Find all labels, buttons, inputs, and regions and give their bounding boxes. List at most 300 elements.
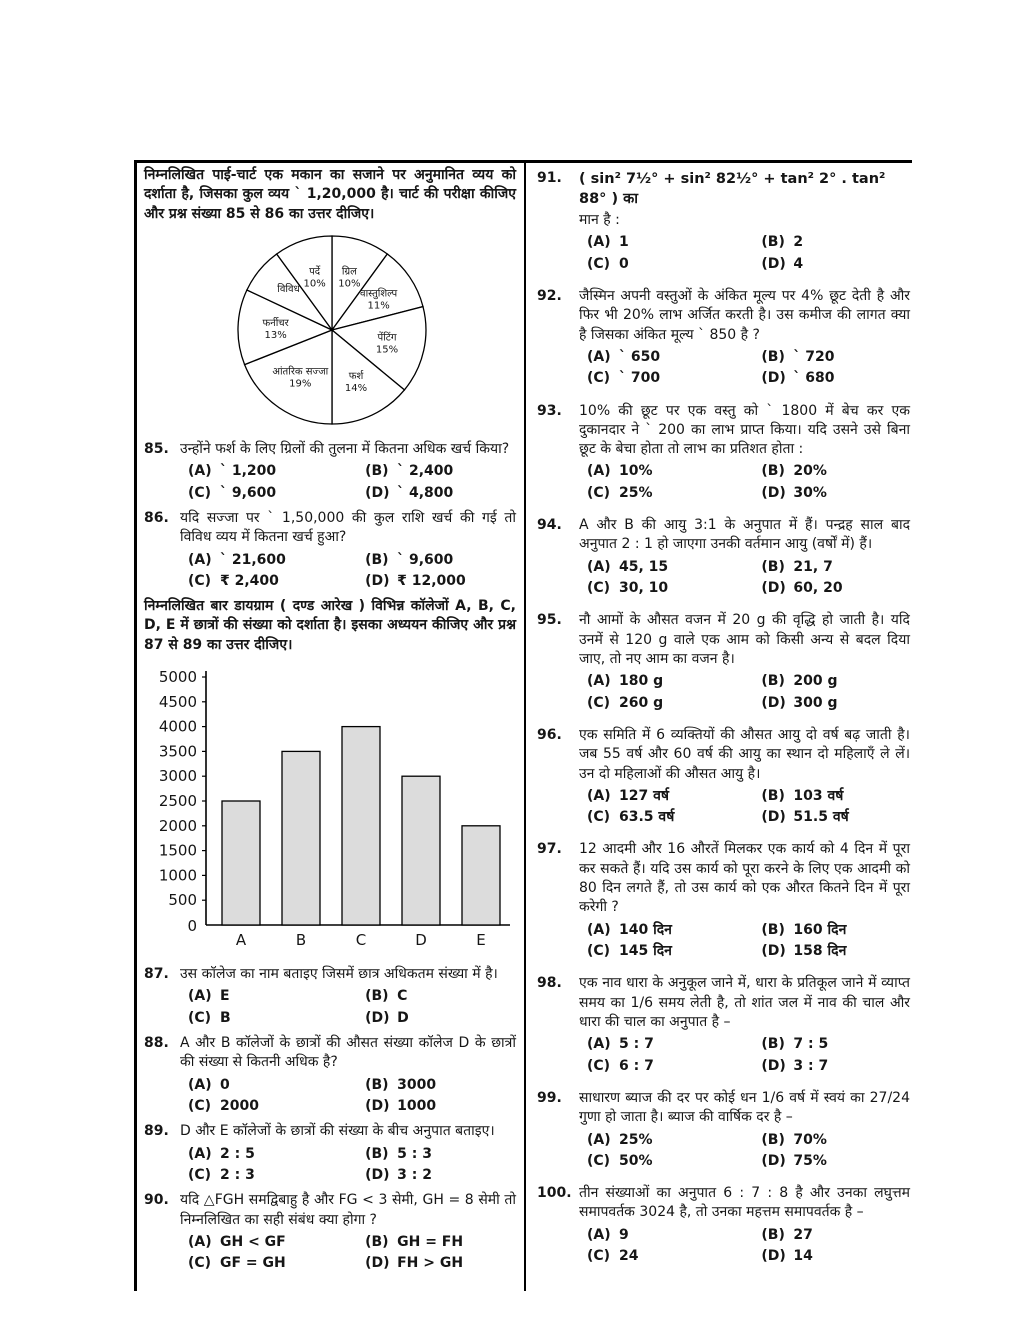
y-axis-tick-label: 4000 xyxy=(158,717,197,736)
option-letter: (B) xyxy=(365,1076,389,1093)
pie-slice-label: पेंटिंग xyxy=(377,332,397,344)
option-value: ` 700 xyxy=(619,370,661,387)
pie-slice-label: आंतरिक सज्जा xyxy=(272,366,329,378)
option-value: 6 : 7 xyxy=(619,1057,654,1074)
option-value: 2 : 5 xyxy=(220,1145,255,1162)
option xyxy=(587,921,761,940)
option-value: GF = GH xyxy=(220,1255,286,1272)
option xyxy=(587,462,761,481)
option xyxy=(188,1076,365,1095)
option-value: ₹ 12,000 xyxy=(397,572,466,589)
question xyxy=(537,611,910,713)
option-letter: (A) xyxy=(587,348,611,365)
option-letter: (A) xyxy=(188,551,212,568)
option-letter: (C) xyxy=(587,370,611,387)
y-axis-tick-label: 5000 xyxy=(158,668,197,687)
option-letter: (C) xyxy=(587,1057,611,1074)
option-value: 20% xyxy=(793,463,827,480)
question-number: 98. xyxy=(537,975,562,992)
option xyxy=(188,462,365,481)
option-value: 63.5 वर्ष xyxy=(619,809,675,826)
pie-slice-label: फर्श xyxy=(348,370,364,382)
option-letter: (D) xyxy=(761,580,786,596)
option xyxy=(761,233,910,252)
x-axis-category-label: E xyxy=(476,931,486,950)
options xyxy=(579,462,910,503)
option-letter: (D) xyxy=(761,1057,786,1074)
option-letter: (A) xyxy=(587,463,611,480)
option-value: 158 दिन xyxy=(793,943,847,959)
option-letter: (C) xyxy=(587,943,611,959)
option-value: 30% xyxy=(793,484,827,501)
question-number: 99. xyxy=(537,1089,562,1106)
question xyxy=(537,1184,910,1266)
option-letter: (A) xyxy=(587,1131,611,1148)
option-letter: (B) xyxy=(365,551,389,568)
option-value: GH = FH xyxy=(397,1233,464,1250)
bar-E xyxy=(462,826,500,925)
y-axis-origin-label: 0 xyxy=(187,917,197,936)
option xyxy=(587,808,761,827)
option-value: 200 g xyxy=(793,673,838,690)
y-axis-tick-label: 1000 xyxy=(158,866,197,885)
question xyxy=(144,509,516,591)
option-value: ` 9,600 xyxy=(220,484,277,501)
question-text: यदि सज्जा पर ` 1,50,000 की कुल राशि खर्च की गई तो विविध व्यय में कितना खर्च हुआ? xyxy=(180,509,516,546)
option-value: 51.5 वर्ष xyxy=(793,809,849,826)
option-value: ` 4,800 xyxy=(397,484,454,501)
option-letter: (B) xyxy=(761,234,785,251)
option xyxy=(761,1152,910,1171)
left-column xyxy=(134,163,526,1291)
option xyxy=(365,551,516,570)
pie-slice-percent: 13% xyxy=(264,330,287,342)
y-axis-tick-label: 3500 xyxy=(158,742,197,761)
option xyxy=(761,1131,910,1150)
option-letter: (D) xyxy=(761,694,786,711)
option-value: D xyxy=(397,1009,409,1026)
option-value: FH > GH xyxy=(397,1255,464,1272)
option-letter: (A) xyxy=(188,463,212,480)
option-value: ` 720 xyxy=(793,348,835,365)
option-value: 27 xyxy=(793,1226,813,1243)
bar-A xyxy=(222,801,260,925)
option-value: ` 21,600 xyxy=(220,551,286,568)
option xyxy=(761,369,910,388)
x-axis-category-label: D xyxy=(415,931,427,950)
option-letter: (C) xyxy=(188,484,212,501)
option-value: 0 xyxy=(220,1076,230,1093)
option xyxy=(587,1035,761,1054)
option-value: 2000 xyxy=(220,1097,259,1114)
question xyxy=(144,1034,516,1116)
question xyxy=(144,1122,516,1185)
option-value: 10% xyxy=(619,463,653,480)
options xyxy=(579,1131,910,1172)
question-number: 85. xyxy=(144,440,169,457)
option xyxy=(761,1035,910,1054)
option-value: 50% xyxy=(619,1152,653,1169)
option-letter: (A) xyxy=(188,1145,212,1162)
option xyxy=(587,1247,761,1266)
question xyxy=(537,974,910,1076)
option-letter: (B) xyxy=(761,463,785,480)
option-value: 180 g xyxy=(619,673,664,690)
option-value: 2 xyxy=(793,234,804,251)
option xyxy=(587,1226,761,1245)
option xyxy=(587,694,761,713)
option-letter: (D) xyxy=(761,943,786,959)
options xyxy=(180,1145,516,1186)
option-value: 70% xyxy=(793,1131,827,1148)
option-letter: (D) xyxy=(761,370,786,387)
option xyxy=(587,579,761,598)
question xyxy=(144,1191,516,1273)
option-letter: (B) xyxy=(761,1131,785,1148)
question-number: 93. xyxy=(537,402,562,419)
question-text: जैस्मिन अपनी वस्तुओं के अंकित मूल्य पर 4% छूट देती है और फिर भी 20% लाभ अर्जित करती है। उस कमीज की लागत क्या है जिसका अंकित मूल्य ` 850 है ? xyxy=(579,287,910,343)
option-letter: (A) xyxy=(587,234,611,251)
option xyxy=(365,1076,516,1095)
option-value: 3000 xyxy=(397,1076,437,1093)
option-value: 25% xyxy=(619,1131,653,1148)
question-text: 10% की छूट पर एक वस्तु को ` 1800 में बेच कर एक दुकानदार ने ` 200 का लाभ प्राप्त किया। यदि उसने उसे बिना छूट के बेचा होता तो लाभ का प्रतिशत होता : xyxy=(579,402,910,458)
option-letter: (D) xyxy=(761,1152,786,1169)
pie-slice-percent: 19% xyxy=(289,378,312,390)
pie-slice-label: ग्रिल xyxy=(341,266,357,278)
option-value: 25% xyxy=(619,484,653,501)
option xyxy=(587,672,761,691)
page-content xyxy=(134,160,912,1291)
options xyxy=(579,672,910,713)
pie-slice-percent: 10% xyxy=(303,278,326,290)
question-number: 95. xyxy=(537,612,562,629)
option xyxy=(188,1009,365,1028)
option xyxy=(188,484,365,503)
question xyxy=(537,287,910,389)
option-letter: (C) xyxy=(587,809,611,826)
option-letter: (D) xyxy=(365,1097,390,1114)
options xyxy=(180,1233,516,1274)
options xyxy=(180,551,516,592)
option-letter: (D) xyxy=(761,1248,786,1265)
bar-chart-instructions: निम्नलिखित बार डायग्राम ( दण्ड आरेख ) विभिन्न कॉलेजों A, B, C, D, E में छात्रों की संख्या को दर्शाता है। इसका अध्ययन कीजिए और प्रश्न 87 से 89 का उत्तर दीजिए। xyxy=(144,598,516,653)
option xyxy=(587,1057,761,1076)
option xyxy=(761,462,910,481)
question-number: 91. xyxy=(537,170,562,186)
option xyxy=(761,921,910,940)
question-number: 96. xyxy=(537,726,562,743)
option xyxy=(587,787,761,806)
option xyxy=(587,484,761,503)
y-axis-tick-label: 1500 xyxy=(158,841,197,860)
option xyxy=(365,1145,516,1164)
option-letter: (B) xyxy=(761,558,785,575)
option-letter: (C) xyxy=(188,1255,212,1272)
option-letter: (A) xyxy=(587,673,611,690)
question xyxy=(537,169,910,274)
option xyxy=(365,1254,516,1273)
question-formula: ( sin² 7½° + sin² 82½° + tan² 2° . tan² 88° ) का xyxy=(579,171,886,207)
option-letter: (A) xyxy=(587,921,611,938)
question-text: साधारण ब्याज की दर पर कोई धन 1/6 वर्ष में स्वयं का 27/24 गुणा हो जाता है। ब्याज की वार्षिक दर है – xyxy=(579,1089,910,1126)
pie-slice-label: पर्दे xyxy=(309,266,321,278)
option-letter: (D) xyxy=(761,484,786,501)
options xyxy=(579,921,910,962)
question-text: एक नाव धारा के अनुकूल जाने में, धारा के प्रतिकूल जाने में व्याप्त समय का 1/6 समय लेती है, तो शांत जल में नाव की चाल और धारा की चाल का अनुपात है – xyxy=(579,975,910,1030)
option xyxy=(761,808,910,827)
x-axis-category-label: A xyxy=(235,931,247,950)
option xyxy=(587,1131,761,1150)
option-value: 9 xyxy=(619,1226,629,1243)
option-value: ` 680 xyxy=(793,370,835,387)
option-letter: (C) xyxy=(188,1166,212,1183)
option xyxy=(587,348,761,367)
option xyxy=(365,1233,516,1252)
options xyxy=(180,987,516,1028)
bar-chart-area xyxy=(144,663,516,959)
option-letter: (D) xyxy=(761,809,786,826)
option-value: 1000 xyxy=(397,1097,437,1114)
option-value: 7 : 5 xyxy=(793,1036,829,1053)
y-axis-tick-label: 500 xyxy=(168,891,197,910)
question-text: नौ आमों के औसत वजन में 20 g की वृद्धि हो जाती है। यदि उनमें से 120 g वाले एक आम को किसी अन्य से बदल दिया जाए, तो नए आम का वजन है। xyxy=(579,612,910,667)
option-value: 21, 7 xyxy=(793,558,833,575)
option-value: ` 9,600 xyxy=(397,551,454,568)
option xyxy=(365,462,516,481)
option-value: 4 xyxy=(793,255,804,272)
options xyxy=(579,233,910,274)
option-letter: (A) xyxy=(587,1036,611,1053)
question-text: A और B कॉलेजों के छात्रों की औसत संख्या कॉलेज D के छात्रों की संख्या से कितनी अधिक है? xyxy=(180,1035,516,1071)
question-text: यदि △FGH समद्विबाहु है और FG < 3 सेमी, GH = 8 सेमी तो निम्नलिखित का सही संबंध क्या होगा ? xyxy=(180,1192,516,1228)
option-letter: (C) xyxy=(587,484,611,501)
question-text: एक समिति में 6 व्यक्तियों की औसत आयु दो वर्ष बढ़ जाती है। जब 55 वर्ष और 60 वर्ष की आयु का स्थान दो महिलाएँ ले लें। उन दो महिलाओं की औसत आयु है। xyxy=(579,726,910,782)
option-value: C xyxy=(397,988,408,1005)
option-value: 14 xyxy=(793,1248,813,1265)
option-letter: (D) xyxy=(365,1009,390,1026)
option-letter: (D) xyxy=(365,572,390,589)
option-letter: (B) xyxy=(365,1145,389,1162)
option-letter: (C) xyxy=(188,572,212,589)
option-letter: (D) xyxy=(365,484,390,501)
option xyxy=(365,1166,516,1185)
bar-B xyxy=(282,751,320,925)
question-number: 100. xyxy=(537,1185,572,1202)
question-text: A और B की आयु 3:1 के अनुपात में हैं। पन्द्रह साल बाद अनुपात 2 : 1 हो जाएगा उनकी वर्तमान आयु (वर्षों में) हैं। xyxy=(579,517,910,553)
option-value: 260 g xyxy=(619,694,664,711)
x-axis-category-label: C xyxy=(355,931,367,950)
option-value: 145 दिन xyxy=(619,943,672,959)
option-letter: (A) xyxy=(587,558,611,575)
option xyxy=(761,348,910,367)
y-axis-tick-label: 3000 xyxy=(158,767,197,786)
option xyxy=(761,579,910,598)
question-number: 94. xyxy=(537,517,562,534)
option xyxy=(761,1226,910,1245)
question xyxy=(144,440,516,503)
question-text: D और E कॉलेजों के छात्रों की संख्या के बीच अनुपात बताइए। xyxy=(180,1123,495,1140)
option xyxy=(188,551,365,570)
option xyxy=(188,1233,365,1252)
option xyxy=(188,1097,365,1116)
options xyxy=(579,787,910,828)
options xyxy=(579,1226,910,1267)
option xyxy=(587,942,761,961)
pie-slice-label: विविध xyxy=(277,283,300,295)
pie-slice-percent: 10% xyxy=(338,278,361,290)
questions-91-100 xyxy=(537,169,910,1266)
option xyxy=(365,572,516,591)
question-text: उस कॉलेज का नाम बताइए जिसमें छात्र अधिकतम संख्या में है। xyxy=(180,966,498,983)
y-axis-tick-label: 2000 xyxy=(158,816,197,835)
bar-chart xyxy=(144,663,516,959)
option xyxy=(188,1145,365,1164)
option-value: 24 xyxy=(619,1248,639,1265)
option-value: GH < GF xyxy=(220,1233,286,1250)
pie-slice-label: फर्नीचर xyxy=(262,318,289,330)
questions-85-86 xyxy=(144,440,516,591)
option-value: 45, 15 xyxy=(619,558,669,575)
option xyxy=(365,1097,516,1116)
option xyxy=(761,672,910,691)
option xyxy=(761,558,910,577)
option-letter: (A) xyxy=(188,988,212,1005)
question-text: तीन संख्याओं का अनुपात 6 : 7 : 8 है और उनका लघुत्तम समापवर्तक 3024 है, तो उनका महत्तम समापवर्तक है – xyxy=(579,1185,910,1221)
option xyxy=(365,987,516,1006)
option-letter: (D) xyxy=(761,255,786,272)
pie-chart-area xyxy=(144,228,516,434)
option-letter: (B) xyxy=(761,348,785,365)
option-letter: (B) xyxy=(761,921,785,938)
options xyxy=(579,1035,910,1076)
pie-slice-label: वास्तुशिल्प xyxy=(360,288,398,300)
y-axis-tick-label: 2500 xyxy=(158,792,197,811)
option xyxy=(365,1009,516,1028)
questions-87-90 xyxy=(144,965,516,1273)
option-letter: (C) xyxy=(587,1152,611,1169)
pie-slice-percent: 11% xyxy=(367,300,390,312)
option-letter: (D) xyxy=(365,1255,390,1272)
bar-C xyxy=(342,727,380,925)
option-value: 30, 10 xyxy=(619,580,669,596)
question-text: उन्होंने फर्श के लिए ग्रिलों की तुलना में कितना अधिक खर्च किया? xyxy=(180,440,510,457)
option xyxy=(365,484,516,503)
option-value: ` 1,200 xyxy=(220,463,277,480)
option-value: 160 दिन xyxy=(793,921,847,938)
option-value: 75% xyxy=(793,1152,827,1169)
option-letter: (B) xyxy=(365,988,389,1005)
right-column xyxy=(526,163,912,1291)
question-number: 97. xyxy=(537,841,562,858)
option-value: E xyxy=(220,988,230,1005)
question xyxy=(537,1089,910,1171)
question-number: 86. xyxy=(144,509,169,526)
option-letter: (C) xyxy=(587,1248,611,1265)
option-value: ₹ 2,400 xyxy=(220,572,279,589)
question xyxy=(537,726,910,828)
option-letter: (A) xyxy=(587,1226,611,1243)
option-value: 5 : 7 xyxy=(619,1036,654,1053)
option-value: 3 : 7 xyxy=(793,1057,829,1074)
option-letter: (C) xyxy=(188,1097,212,1114)
option-letter: (A) xyxy=(188,1076,212,1093)
option xyxy=(188,987,365,1006)
options xyxy=(180,1076,516,1117)
option-value: 60, 20 xyxy=(793,580,843,596)
option xyxy=(761,484,910,503)
option-value: 3 : 2 xyxy=(397,1166,432,1183)
option-value: 1 xyxy=(619,234,629,251)
option-letter: (D) xyxy=(365,1166,390,1183)
x-axis-category-label: B xyxy=(295,931,307,950)
option xyxy=(587,558,761,577)
option xyxy=(188,572,365,591)
question xyxy=(537,402,910,504)
option-value: 300 g xyxy=(793,694,838,711)
option-letter: (A) xyxy=(188,1233,212,1250)
question xyxy=(144,965,516,1028)
question-text: मान है : xyxy=(579,212,620,228)
option-letter: (C) xyxy=(587,694,611,711)
option xyxy=(587,369,761,388)
option-value: 2 : 3 xyxy=(220,1166,255,1183)
option xyxy=(761,942,910,961)
option xyxy=(761,1247,910,1266)
option-letter: (C) xyxy=(587,255,611,272)
option-letter: (B) xyxy=(761,1226,785,1243)
option xyxy=(761,1057,910,1076)
pie-slice-percent: 15% xyxy=(375,344,399,356)
option xyxy=(761,787,910,806)
option-letter: (C) xyxy=(587,580,611,596)
pie-chart xyxy=(204,228,456,434)
question-number: 87. xyxy=(144,966,169,983)
option-value: 0 xyxy=(619,255,629,272)
option-value: ` 2,400 xyxy=(397,463,454,480)
option xyxy=(761,255,910,274)
options xyxy=(579,558,910,599)
option-letter: (B) xyxy=(761,673,785,690)
option xyxy=(587,1152,761,1171)
option-value: 127 वर्ष xyxy=(619,787,669,804)
option-value: ` 650 xyxy=(619,348,661,365)
option-value: 5 : 3 xyxy=(397,1145,432,1162)
option xyxy=(188,1166,365,1185)
question-number: 88. xyxy=(144,1035,169,1051)
y-axis-tick-label: 4500 xyxy=(158,692,197,711)
question-number: 89. xyxy=(144,1123,169,1140)
option-letter: (A) xyxy=(587,787,611,804)
option-value: 103 वर्ष xyxy=(793,787,844,804)
options xyxy=(579,348,910,389)
option-letter: (B) xyxy=(365,463,389,480)
question xyxy=(537,840,910,961)
pie-slice-percent: 14% xyxy=(344,382,368,394)
option-letter: (B) xyxy=(761,1036,785,1053)
question xyxy=(537,516,910,598)
question-text: 12 आदमी और 16 औरतें मिलकर एक कार्य को 4 दिन में पूरा कर सकते हैं। यदि उस कार्य को पूरा करने के लिए एक आदमी को 80 दिन लगते हैं, तो उस कार्य को एक औरत कितने दिन में पूरा करेगी ? xyxy=(579,841,910,916)
options xyxy=(180,462,516,503)
option xyxy=(587,255,761,274)
option-letter: (B) xyxy=(761,787,785,804)
option-letter: (B) xyxy=(365,1233,389,1250)
option-value: 140 दिन xyxy=(619,921,672,938)
question-number: 92. xyxy=(537,287,562,304)
option xyxy=(188,1254,365,1273)
option xyxy=(761,694,910,713)
option xyxy=(587,233,761,252)
